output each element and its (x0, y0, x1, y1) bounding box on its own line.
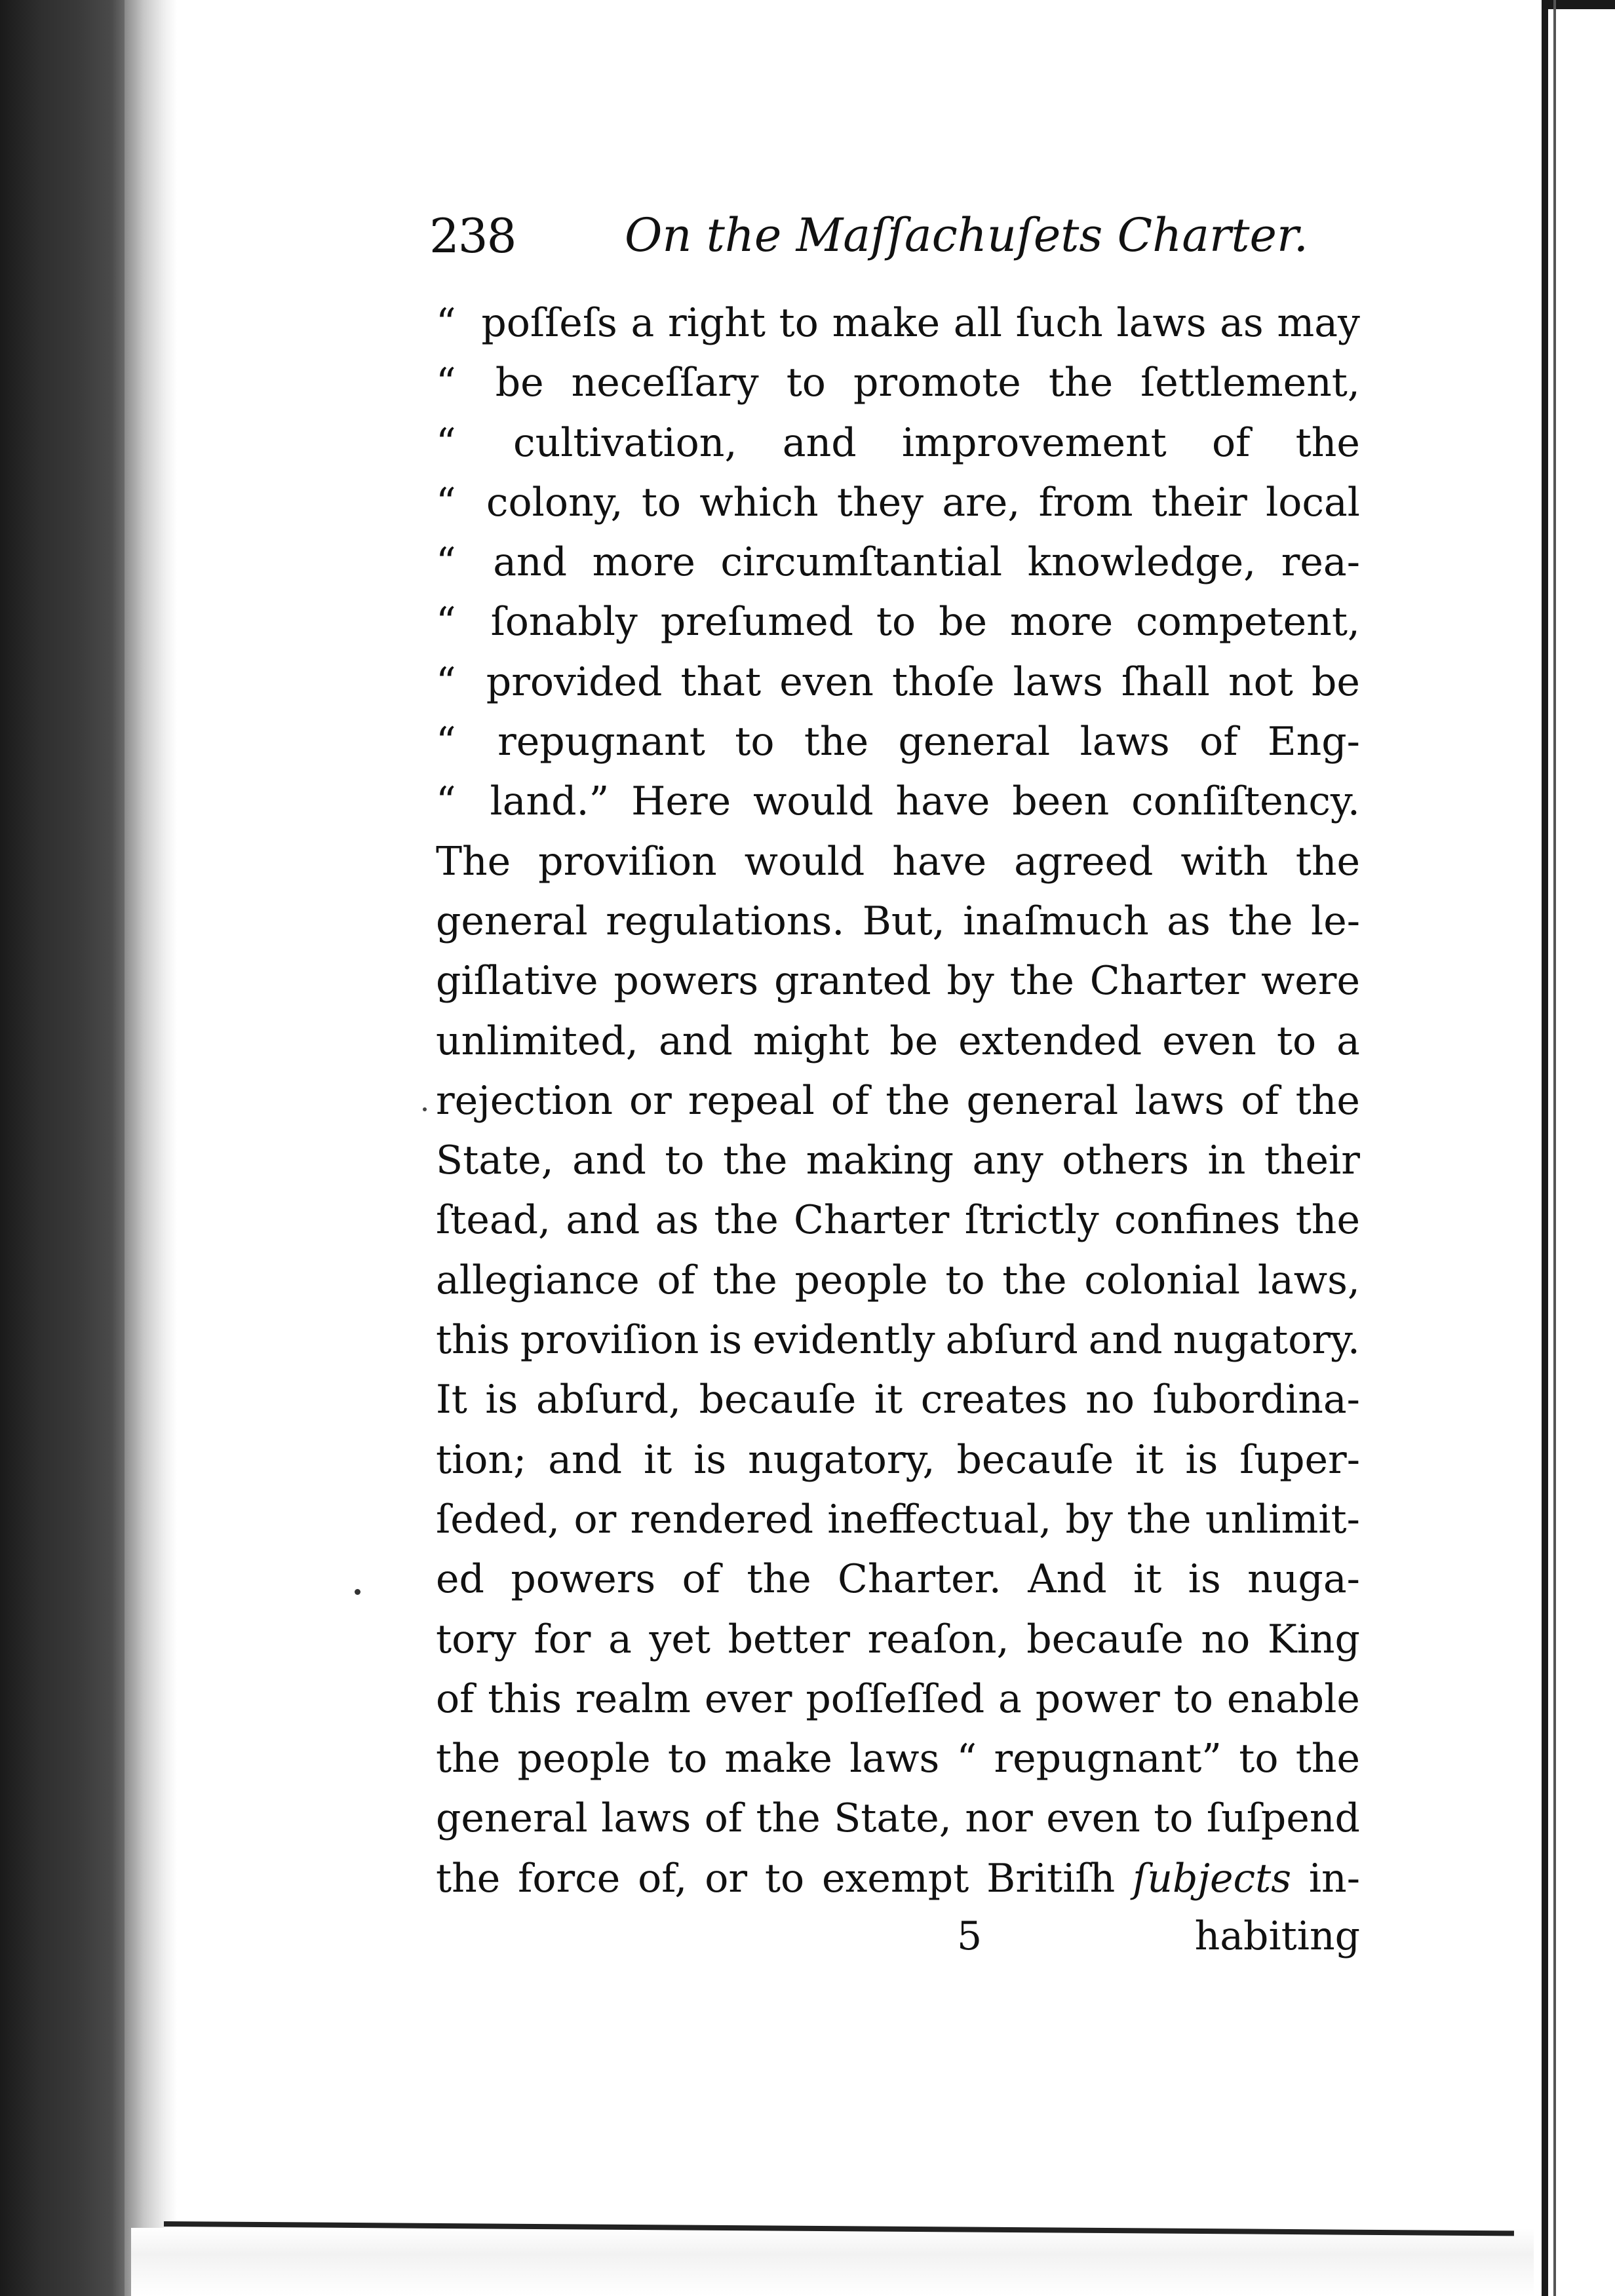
word: general (436, 1795, 588, 1842)
word: the (436, 1855, 501, 1902)
word: and (658, 1018, 733, 1064)
word: repeal (688, 1077, 815, 1124)
word: Charter. (838, 1556, 1002, 1603)
word: “ (956, 1736, 977, 1782)
word: the (747, 1556, 811, 1603)
word: their (1264, 1138, 1360, 1184)
word: neceſſary (571, 360, 759, 406)
word: have (895, 778, 990, 825)
word: the (712, 1257, 777, 1303)
word: preſumed (660, 599, 854, 645)
word: “ (436, 599, 456, 645)
word: circumſtantial (720, 539, 1003, 586)
text-line (436, 1131, 1360, 1191)
word: ſuch (1015, 300, 1103, 346)
word: the (804, 719, 869, 765)
text-line (436, 1610, 1360, 1670)
word: “ (436, 719, 456, 765)
word: better (728, 1616, 850, 1662)
word: to (1276, 1018, 1317, 1064)
text-line (436, 1012, 1360, 1071)
word: the (1295, 419, 1360, 466)
word: proviſion (520, 1317, 699, 1364)
word: were (1260, 958, 1360, 1004)
word: no (1085, 1377, 1135, 1423)
word: nugatory, (748, 1436, 935, 1483)
page-border-right-inner (1553, 0, 1556, 2296)
page-bottom-shadow (131, 2228, 1534, 2296)
word: the (1127, 1496, 1192, 1542)
word: improvement (901, 419, 1167, 466)
word: may (1277, 300, 1360, 346)
word: to (665, 1138, 705, 1184)
word: the (885, 1077, 950, 1124)
word: force (518, 1855, 621, 1902)
word: the (756, 1795, 821, 1842)
word: be (1311, 659, 1360, 705)
word: or (705, 1855, 748, 1902)
page-border-right (1542, 0, 1548, 2296)
text-line (436, 1550, 1360, 1609)
text-line (436, 1311, 1360, 1370)
word: and (566, 1197, 640, 1244)
word: poſſeſſed (806, 1675, 985, 1722)
text-line (436, 1430, 1360, 1490)
text-line (436, 294, 1360, 353)
text-line (436, 1191, 1360, 1250)
word: even (779, 659, 874, 705)
word: ſtrictly (964, 1197, 1099, 1244)
word: would (744, 838, 865, 885)
word: of (657, 1257, 695, 1303)
word: ſeded, (436, 1496, 560, 1542)
word: tion; (436, 1436, 527, 1483)
word: as (655, 1197, 699, 1244)
word: Charter (1089, 958, 1246, 1004)
word: ſtead, (436, 1197, 551, 1244)
word: repugnant (497, 719, 705, 765)
word: make (724, 1736, 832, 1782)
word: of (682, 1556, 720, 1603)
word: people (794, 1257, 928, 1303)
word: power (1035, 1675, 1160, 1722)
word: laws (1135, 1077, 1225, 1124)
word: the (1295, 1077, 1360, 1124)
word: to (1154, 1795, 1194, 1842)
word: any (972, 1138, 1043, 1184)
signature-mark: 5 (957, 1913, 983, 1959)
word: general (436, 898, 588, 944)
word: laws (601, 1795, 691, 1842)
word: State, (436, 1138, 554, 1184)
word: granted (774, 958, 931, 1004)
word: realm (575, 1675, 691, 1722)
word: they (836, 479, 924, 526)
word: le- (1311, 898, 1360, 944)
word: “ (436, 778, 456, 825)
text-line (436, 832, 1360, 892)
word: the (714, 1197, 779, 1244)
word: colony, (486, 479, 623, 526)
word: a (631, 300, 655, 346)
word: to (764, 1855, 805, 1902)
word: tory (436, 1616, 516, 1662)
word: is (485, 1377, 518, 1423)
word: and (493, 539, 568, 586)
word: ſettlement, (1140, 360, 1360, 406)
word: provided (486, 659, 663, 705)
text-line (436, 653, 1360, 712)
word: becauſe (1026, 1616, 1184, 1662)
word: becauſe (699, 1377, 857, 1423)
word: for (534, 1616, 591, 1662)
word: might (752, 1018, 870, 1064)
text-line (436, 592, 1360, 652)
text-line (436, 1729, 1360, 1789)
word: conſiſtency. (1131, 778, 1360, 825)
word: ſuſpend (1206, 1795, 1360, 1842)
word: the (1048, 360, 1114, 406)
word: the (1295, 838, 1360, 885)
word: and (1088, 1317, 1163, 1364)
text-line (436, 951, 1360, 1011)
word: regulations. (606, 898, 845, 944)
word: not (1228, 659, 1293, 705)
word: powers (613, 958, 759, 1004)
word: ſubjects (1133, 1855, 1291, 1902)
body-text (436, 294, 1360, 1909)
word: more (592, 539, 695, 586)
word: becauſe (956, 1436, 1114, 1483)
word: from (1038, 479, 1133, 526)
word: that (680, 659, 762, 705)
word: abſurd (945, 1317, 1078, 1364)
word: even (1046, 1795, 1140, 1842)
word: It (436, 1377, 467, 1423)
word: enable (1226, 1675, 1360, 1722)
word: in- (1308, 1855, 1360, 1902)
word: be (889, 1018, 939, 1064)
word: evidently (752, 1317, 935, 1364)
word: all (953, 300, 1002, 346)
word: a (608, 1616, 632, 1662)
text-line (436, 1071, 1360, 1131)
word: general (966, 1077, 1119, 1124)
word: this (436, 1317, 510, 1364)
word: making (806, 1138, 954, 1184)
word: is (709, 1317, 743, 1364)
word: more (1009, 599, 1114, 645)
word: and (572, 1138, 646, 1184)
word: of (1241, 1077, 1279, 1124)
word: “ (436, 360, 456, 406)
text-line (436, 712, 1360, 772)
word: of (1199, 719, 1238, 765)
word: extended (958, 1018, 1142, 1064)
word: to (945, 1257, 985, 1303)
word: this (488, 1675, 562, 1722)
word: knowledge, (1027, 539, 1256, 586)
page-footer (436, 1913, 1360, 1972)
word: unlimit- (1205, 1496, 1360, 1542)
text-line (436, 1849, 1360, 1909)
word: cultivation, (513, 419, 737, 466)
word: The (436, 838, 511, 885)
word: rejection (436, 1077, 613, 1124)
word: nuga- (1247, 1556, 1360, 1603)
text-line (436, 1789, 1360, 1848)
word: to (779, 300, 819, 346)
word: of (830, 1077, 870, 1124)
text-line (436, 353, 1360, 413)
running-title: On the Maſſachuſets Charter. (625, 208, 1308, 262)
word: to (641, 479, 682, 526)
word: exempt (822, 1855, 969, 1902)
word: “ (436, 659, 456, 705)
word: to (667, 1736, 708, 1782)
word: be (495, 360, 544, 406)
word: local (1266, 479, 1360, 526)
word: their (1151, 479, 1247, 526)
word: proviſion (538, 838, 717, 885)
word: of (1212, 419, 1251, 466)
word: of, (638, 1855, 688, 1902)
word: people (517, 1736, 651, 1782)
word: as (1167, 898, 1211, 944)
word: ſuper- (1239, 1436, 1360, 1483)
word: nor (965, 1795, 1033, 1842)
word: confines (1114, 1197, 1281, 1244)
word: laws (1013, 659, 1103, 705)
ink-speck (355, 1589, 360, 1595)
text-line (436, 533, 1360, 592)
word: ever (704, 1675, 792, 1722)
word: rea- (1281, 539, 1360, 586)
word: it (643, 1436, 672, 1483)
word: unlimited, (436, 1018, 638, 1064)
text-line (436, 892, 1360, 951)
text-line (436, 1370, 1360, 1430)
word: King (1267, 1616, 1360, 1662)
text-line (436, 413, 1360, 473)
word: to (786, 360, 826, 406)
text-line (436, 473, 1360, 533)
word: to (876, 599, 916, 645)
word: ſhall (1121, 659, 1210, 705)
word: the (723, 1138, 788, 1184)
word: promote (853, 360, 1021, 406)
word: as (1220, 300, 1264, 346)
word: is (1185, 1436, 1218, 1483)
word: “ (436, 419, 456, 466)
word: Eng- (1267, 719, 1360, 765)
word: ſonably (490, 599, 638, 645)
word: “ (436, 300, 456, 346)
catchword: habiting (1194, 1913, 1360, 1959)
text-line (436, 1670, 1360, 1729)
word: even (1162, 1018, 1256, 1064)
word: others (1062, 1138, 1190, 1184)
word: the (436, 1736, 501, 1782)
word: the (1002, 1257, 1067, 1303)
word: of (436, 1675, 475, 1722)
word: by (946, 958, 994, 1004)
word: Britiſh (986, 1855, 1116, 1902)
word: Here (631, 778, 731, 825)
word: which (699, 479, 819, 526)
word: the (1295, 1736, 1360, 1782)
page-border-top-right (1548, 0, 1615, 9)
word: in (1207, 1138, 1246, 1184)
word: been (1012, 778, 1110, 825)
word: But, (862, 898, 945, 944)
word: the (1009, 958, 1074, 1004)
word: laws (849, 1736, 940, 1782)
book-spine-shadow (0, 0, 125, 2296)
ink-speck (423, 1107, 427, 1111)
word: the (1295, 1197, 1360, 1244)
word: laws (1116, 300, 1207, 346)
word: giſlative (436, 958, 598, 1004)
word: powers (511, 1556, 656, 1603)
word: colonial (1084, 1257, 1241, 1303)
page-header (429, 208, 1452, 280)
word: and (782, 419, 857, 466)
word: is (1188, 1556, 1221, 1603)
word: land.” (490, 778, 610, 825)
word: to (735, 719, 775, 765)
word: nugatory. (1173, 1317, 1360, 1364)
word: by (1065, 1496, 1113, 1542)
word: allegiance (436, 1257, 640, 1303)
word: or (574, 1496, 617, 1542)
text-line (436, 1490, 1360, 1550)
word: repugnant” (994, 1736, 1222, 1782)
word: have (892, 838, 987, 885)
word: it (874, 1377, 903, 1423)
word: be (939, 599, 987, 645)
page-number: 238 (429, 208, 516, 263)
word: a (1336, 1018, 1360, 1064)
word: reaſon, (867, 1616, 1009, 1662)
word: competent, (1136, 599, 1360, 645)
word: the (1228, 898, 1293, 944)
word: right (667, 300, 766, 346)
word: yet (649, 1616, 710, 1662)
text-line (436, 772, 1360, 832)
word: And (1028, 1556, 1107, 1603)
word: ineffectual, (827, 1496, 1052, 1542)
word: is (693, 1436, 727, 1483)
word: “ (436, 539, 456, 586)
word: “ (436, 479, 456, 526)
word: no (1201, 1616, 1251, 1662)
word: with (1180, 838, 1268, 885)
word: to (1239, 1736, 1279, 1782)
word: thoſe (891, 659, 995, 705)
word: are, (942, 479, 1021, 526)
word: creates (920, 1377, 1068, 1423)
word: ed (436, 1556, 484, 1603)
word: agreed (1014, 838, 1154, 885)
word: laws (1080, 719, 1170, 765)
word: rendered (630, 1496, 813, 1542)
word: laws, (1257, 1257, 1360, 1303)
word: of (704, 1795, 743, 1842)
word: it (1135, 1436, 1164, 1483)
word: Charter (794, 1197, 950, 1244)
word: make (832, 300, 941, 346)
word: ſubordina- (1152, 1377, 1360, 1423)
word: it (1133, 1556, 1162, 1603)
page-gutter-edge (125, 0, 177, 2296)
word: or (629, 1077, 672, 1124)
text-line (436, 1251, 1360, 1311)
word: to (1173, 1675, 1213, 1722)
word: general (898, 719, 1051, 765)
word: would (752, 778, 874, 825)
word: a (998, 1675, 1022, 1722)
word: State, (834, 1795, 952, 1842)
word: inaſmuch (963, 898, 1149, 944)
word: and (548, 1436, 623, 1483)
word: poſſeſs (481, 300, 617, 346)
word: abſurd, (535, 1377, 682, 1423)
